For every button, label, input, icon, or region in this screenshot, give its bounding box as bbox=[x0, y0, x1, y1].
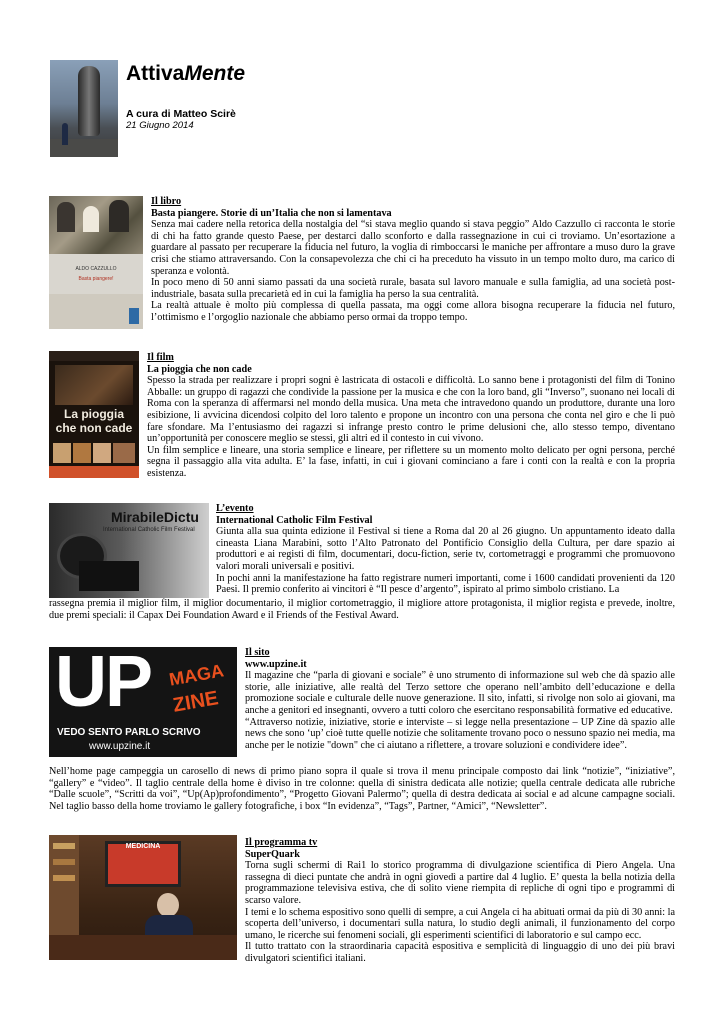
site-logo-zine: ZINE bbox=[171, 687, 221, 717]
book-cover-title: Basta piangere! bbox=[78, 276, 114, 282]
section-title: International Catholic Film Festival bbox=[216, 514, 373, 526]
section-category: Il libro bbox=[151, 196, 182, 207]
date-line: 21 Giugno 2014 bbox=[126, 120, 194, 131]
site-section bbox=[245, 647, 675, 751]
paragraph: In pochi anni la manifestazione ha fatto registrare numeri importanti, come i 1600 candidati provenienti da 120 Paesi. Il premio conferito ai vincitori è “Il pesce d’argento”, ispirato al primo simbolo cristiano. La bbox=[216, 572, 675, 596]
section-title: La pioggia che non cade bbox=[147, 363, 252, 375]
section-title: SuperQuark bbox=[245, 848, 300, 860]
section-title: www.upzine.it bbox=[245, 658, 307, 670]
section-category: Il film bbox=[147, 352, 174, 363]
paragraph: Senza mai cadere nella retorica della nostalgia del “si stava meglio quando si stava peggio” Aldo Cazzullo ci racconta le storie di chi ha fatto grande questo Paese, per destarci dallo sconforto e dalla rassegnazione in cui ci troviamo. Un’esortazione a guardare al passato per recuperare la fiducia nel futuro, la voglia di rimboccarsi le maniche per affrontare a muso duro la grave crisi che stiamo attraversando. Con la consapevolezza che chi ci ha preceduto ha vissuto in un tempo molto duro, ma carico di speranza e volontà. bbox=[151, 219, 675, 277]
paragraph: Giunta alla sua quinta edizione il Festival si tiene a Roma dal 20 al 26 giugno. Un appuntamento ideato dalla cineasta Liana Marabini, sotto l’Alto Patronato del Pontificio Consiglio della Cultura, per dare spazio ai produttori e ai registi di film, documentari, docu-fiction, serie tv, cortometraggi e programmi che promuovono valori morali universali e positivi. bbox=[216, 526, 675, 572]
curator-line: A cura di Matteo Scirè bbox=[126, 108, 236, 120]
film-poster-title-1: La pioggia bbox=[64, 407, 124, 421]
film-poster-title-2: che non cade bbox=[55, 421, 133, 435]
ground-shape bbox=[50, 139, 118, 157]
page-title: AttivaMente bbox=[126, 62, 246, 85]
section-category: L’evento bbox=[216, 503, 254, 514]
paragraph: Spesso la strada per realizzare i propri sogni è lastricata di ostacoli e difficoltà. Lo sanno bene i protagonisti del film di Tonino Abballe: un gruppo di ragazzi che condivide la passione per la musica e che con la loro band, gli “Inverso”, suonano nei locali di Roma con la speranza di affermarsi nel mondo della musica. Una meta che intravedono quando un produttore, durante una loro esibizione, li avvicina dicendosi colpito del loro talento e propone un incontro con una persona che conta nel giro e che li può fare sfondare. Ma l’entusiasmo dei ragazzi si infrange presto contro le prime delusioni che, allo stesso tempo, diventano un’opportunità per conoscere meglio se stessi, gli altri ed il contesto in cui vivono. bbox=[147, 375, 675, 445]
header-photo bbox=[50, 60, 118, 157]
paragraph: In poco meno di 50 anni siamo passati da una società rurale, basata sul lavoro manuale e sulla famiglia, ad una società post-industriale, basata sulla precarietà ed in cui la famiglia ha perso la sua centralità. bbox=[151, 277, 675, 300]
site-logo-tagline: VEDO SENTO PARLO SCRIVO bbox=[57, 727, 201, 738]
section-category: Il programma tv bbox=[245, 837, 318, 848]
paragraph: Il tutto trattato con la straordinaria capacità espositiva e semplicità di linguaggio di uno dei più bravi divulgatori scientifici italiani. bbox=[245, 941, 675, 964]
tv-program-image bbox=[49, 835, 237, 960]
site-logo-up: UP bbox=[55, 647, 152, 722]
film-section bbox=[147, 352, 675, 480]
book-section bbox=[151, 196, 675, 324]
section-title: Basta piangere. Storie di un’Italia che non si lamentava bbox=[151, 207, 392, 219]
book-cover-author: ALDO CAZZULLO bbox=[75, 266, 117, 272]
paragraph: Torna sugli schermi di Rai1 lo storico programma di divulgazione scientifica di Piero Angela. Una rassegna di dieci puntate che andrà in ogni giovedì a partire dal 4 luglio. E’ questa la bella notizia della programmazione televisiva estiva, che di solito viene riempita di repliche di ogni tipo e programmi di scarso valore. bbox=[245, 860, 675, 906]
event-logo-name: MirabileDictu bbox=[111, 509, 199, 525]
book-cover-image bbox=[49, 196, 143, 329]
site-logo-image bbox=[49, 647, 237, 757]
paragraph: La realtà attuale è molto più complessa di quella passata, ma oggi come allora bisogna recuperare la fiducia nel futuro, l’ottimismo e l’orgoglio nazionale che abbiamo perso ormai da troppo tempo. bbox=[151, 300, 675, 323]
event-section bbox=[216, 503, 675, 596]
event-continued-text: rassegna premia il miglior film, il miglior documentario, il miglior cortometraggio, il migliore attore protagonista, il miglior regista e prevede, inoltre, due premi speciali: il Capax Dei Foundation Award e il Friends of the Festival Award. bbox=[49, 598, 675, 621]
tv-section bbox=[245, 837, 675, 965]
section-category: Il sito bbox=[245, 647, 270, 658]
sculpture-shape bbox=[78, 66, 100, 136]
paragraph: “Attraverso notizie, iniziative, storie e interviste – si legge nella presentazione – UP Zine dà spazio alle news che sono ‘up’ cioè tutte quelle notizie che solitamente trovano poco o nessuno spazio nei media, ma anche per le notizie "down" che ci aiutano a riflettere, a trovare soluzioni e condividere idee”. bbox=[245, 716, 675, 751]
paragraph: Il magazine che “parla di giovani e sociale” è uno strumento di informazione sul web che dà spazio alle storie, alle iniziative, alle realtà del Terzo settore che operano nell’ambito dell’educazione e della promozione sociale e culturale delle nuove generazione. Il sito, infatti, si rivolge non solo ai giovani, ma anche a genitori ed insegnanti, ovvero a tutti coloro che esercitano responsabilità formative ed educative. bbox=[245, 670, 675, 716]
tv-screen-label: MEDICINA bbox=[125, 843, 161, 850]
site-continued-text: Nell’home page campeggia un carosello di news di primo piano sopra il quale si trova il menu principale composto dai link “notizie”, “iniziative”, “gallery” e “video”. Il taglio centrale della home è diviso in tre colonne: quella di sinistra dedicata alle notizie; quella centrale dedicata alle rubriche “Dalle scuole”, “Scritti da voi”, “Up(Ap)profondimento”, “Progetto Giovani Palermo”; quella di destra dedicata ai social e ad alcune campagne sociali. Nel taglio basso della home troviamo le gallery fotografiche, i box “In evidenza”, “Tags”, Partner, “Amici”, “Newsletter”. bbox=[49, 766, 675, 812]
site-logo-maga: MAGA bbox=[167, 660, 226, 690]
event-logo-image bbox=[49, 503, 209, 598]
paragraph: I temi e lo schema espositivo sono quelli di sempre, a cui Angela ci ha abituati ormai da più di 30 anni: la scoperta dell’universo, i documentari sulla natura, lo studio degli animali, il funzionamento del corpo umano, le ricerche sui fenomeni sociali, gli esperimenti scientifici di laboratorio e sul campo ecc. bbox=[245, 906, 675, 941]
paragraph: Un film semplice e lineare, una storia semplice e lineare, per riflettere su un momento molto delicato per ogni persona, perché segna il passaggio alla vita adulta. E’ la fase, infatti, in cui i giovani cominciano a fare i conti con la realtà e con la propria esistenza. bbox=[147, 444, 675, 479]
site-logo-url: www.upzine.it bbox=[89, 741, 151, 752]
event-logo-subtitle: International Catholic Film Festival bbox=[103, 527, 195, 533]
person-shape bbox=[62, 123, 68, 145]
film-poster-image bbox=[49, 351, 139, 478]
